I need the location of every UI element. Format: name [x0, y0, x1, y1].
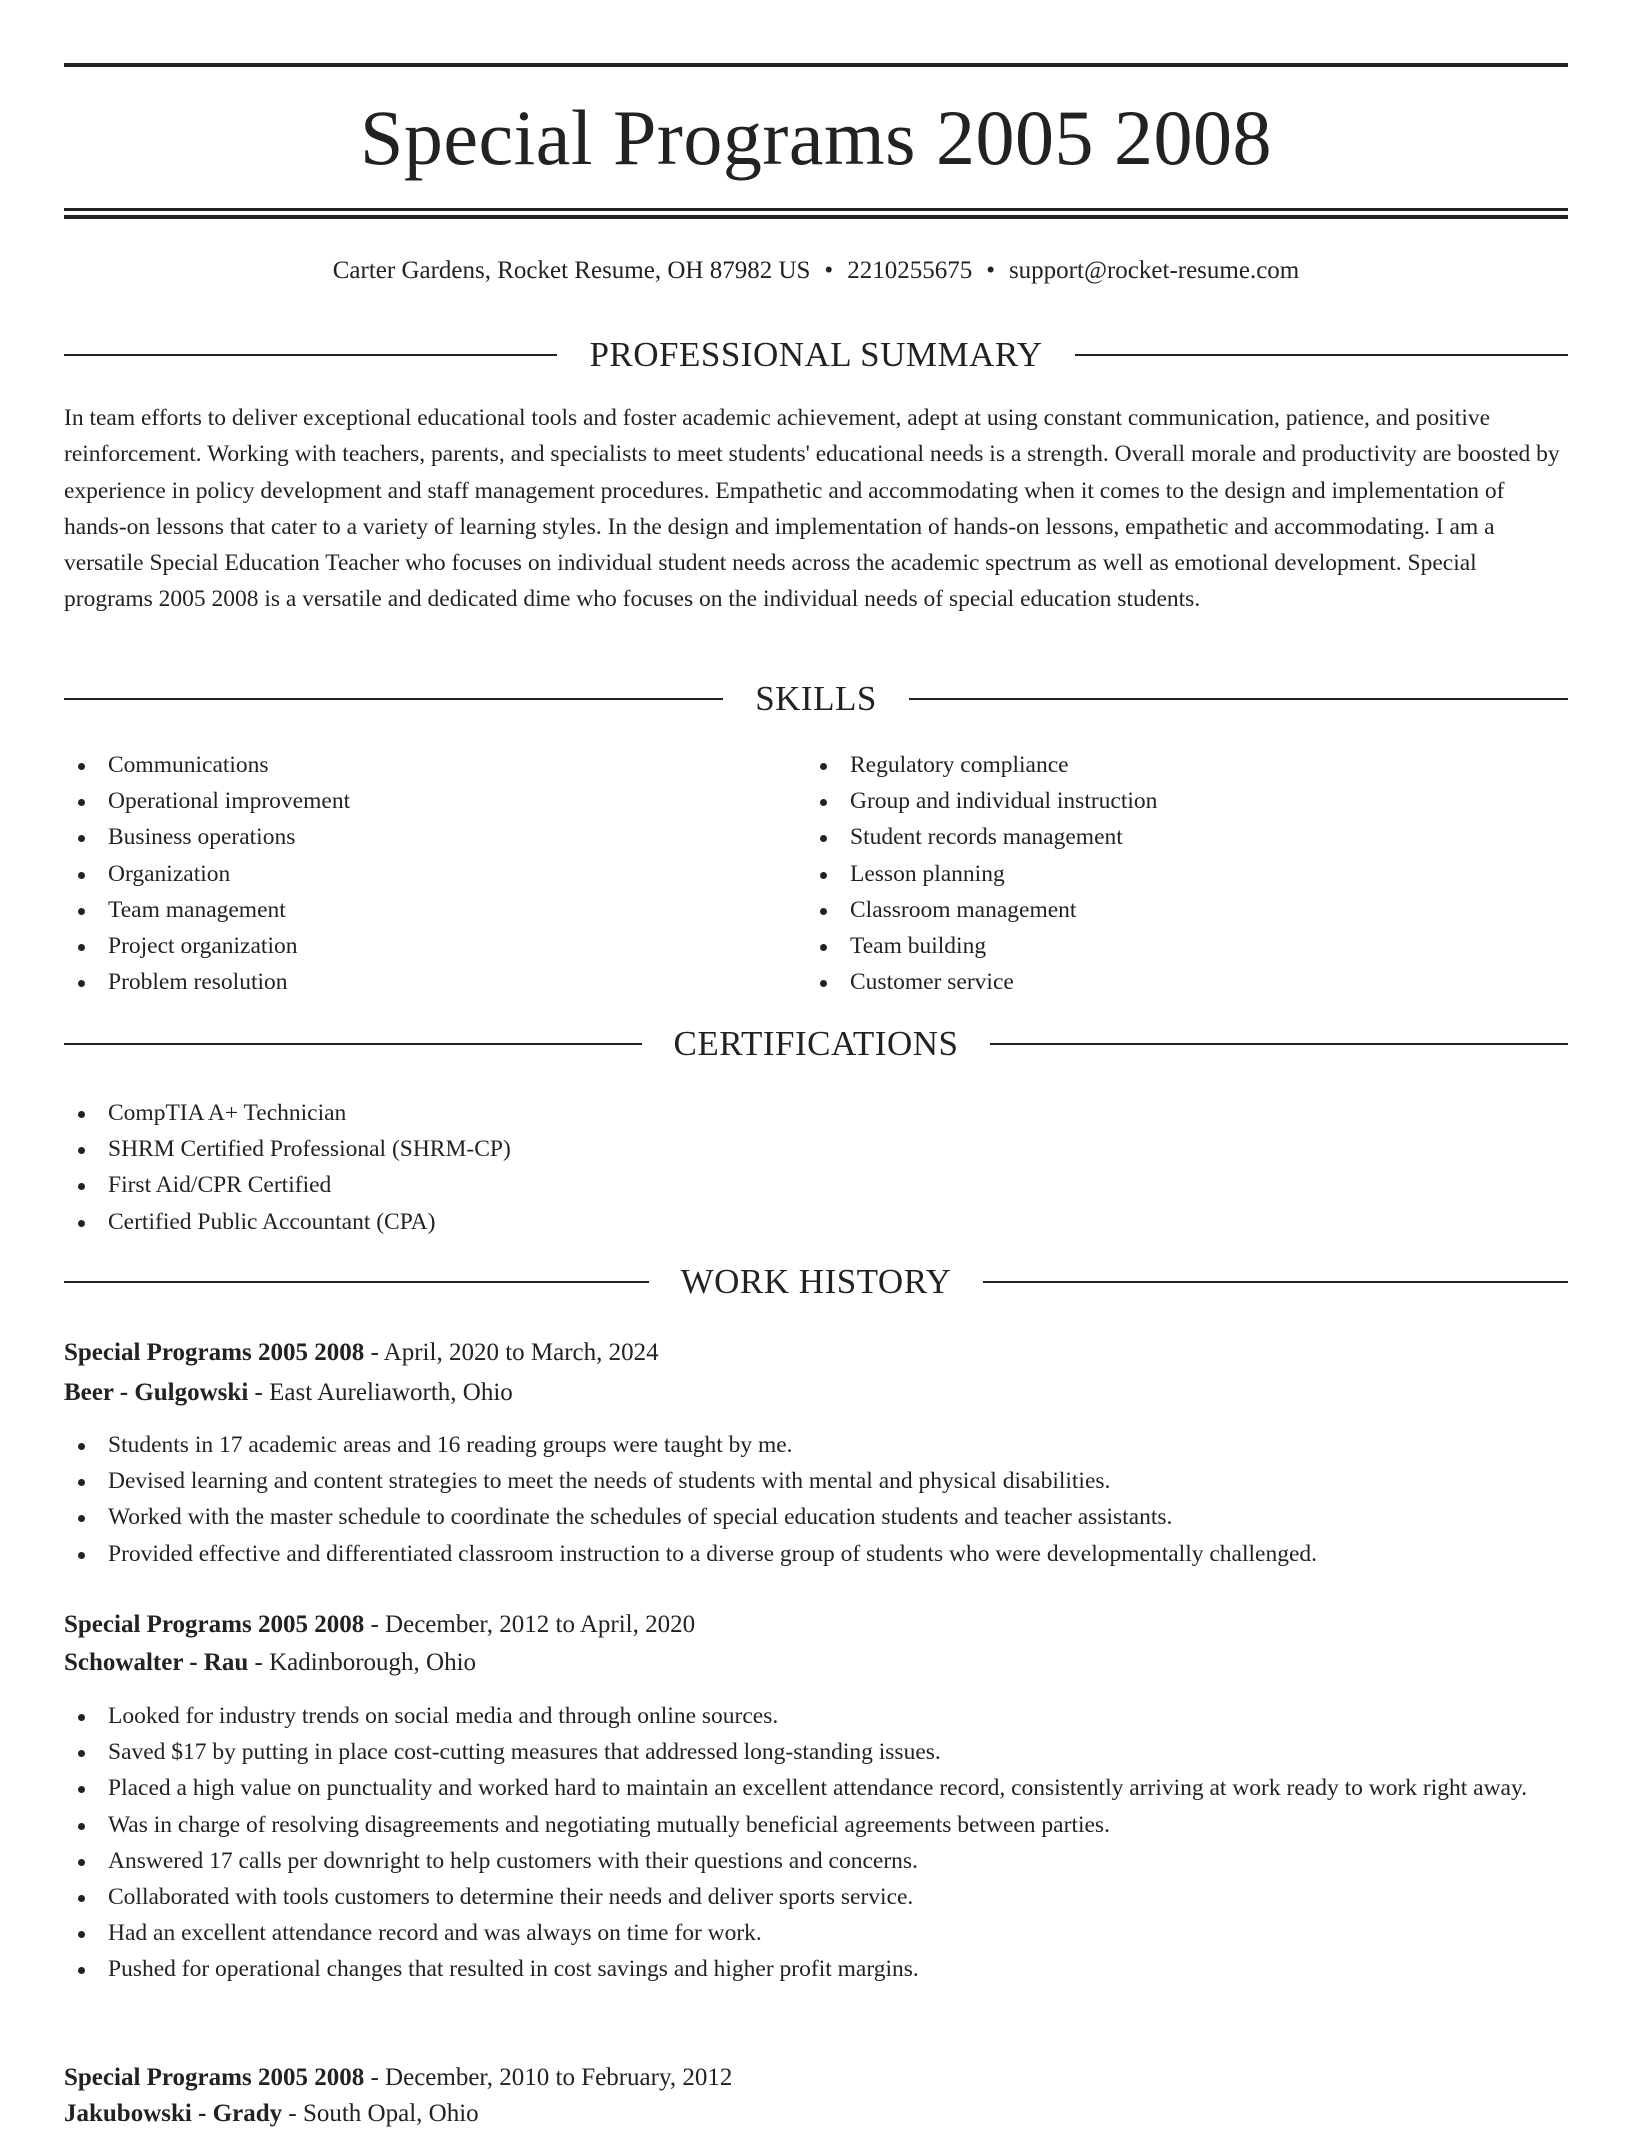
list-item: Devised learning and content strategies to meet the needs of students with mental and physical disabilities.	[64, 1463, 1568, 1499]
list-item: Answered 17 calls per downright to help customers with their questions and concerns.	[64, 1843, 1568, 1879]
job-dates: December, 2012 to April, 2020	[385, 1611, 696, 1638]
list-item: Pushed for operational changes that resulted in cost savings and higher profit margins.	[64, 1951, 1568, 1987]
contact-phone: 2210255675	[847, 257, 973, 284]
work-history-section-heading	[64, 1262, 1568, 1302]
list-item: Group and individual instruction	[806, 783, 1546, 819]
list-item: Was in charge of resolving disagreements and negotiating mutually beneficial agreements between parties.	[64, 1807, 1568, 1843]
section-title: CERTIFICATIONS	[673, 1024, 959, 1063]
list-item: Had an excellent attendance record and was always on time for work.	[64, 1915, 1568, 1951]
section-title: SKILLS	[755, 679, 877, 718]
section-title: WORK HISTORY	[680, 1262, 952, 1301]
job-title: Special Programs 2005 2008	[64, 1611, 365, 1638]
list-item: First Aid/CPR Certified	[64, 1167, 1568, 1203]
heading-rule-right	[983, 1281, 1568, 1283]
header-top-rule	[64, 63, 1568, 67]
job-location: Kadinborough, Ohio	[269, 1649, 477, 1676]
list-item: Communications	[64, 747, 804, 783]
job-company: Beer - Gulgowski	[64, 1379, 249, 1406]
job-title-line: Special Programs 2005 2008 - December, 2010 to February, 2012	[64, 2064, 733, 2091]
heading-rule-left	[64, 354, 557, 356]
job-duties-list	[64, 1698, 1568, 1988]
header-bottom-rule-thick	[64, 215, 1568, 219]
list-item: Student records management	[806, 819, 1546, 855]
list-item: Operational improvement	[64, 783, 804, 819]
heading-rule-left	[64, 698, 723, 700]
skills-list-right	[806, 747, 1546, 1000]
certifications-list	[64, 1095, 1568, 1240]
job-title: Special Programs 2005 2008	[64, 2064, 365, 2091]
job-company-line: Schowalter - Rau - Kadinborough, Ohio	[64, 1649, 477, 1676]
job-title: Special Programs 2005 2008	[64, 1339, 365, 1366]
contact-email[interactable]: support@rocket-resume.com	[1008, 257, 1300, 284]
section-title: PROFESSIONAL SUMMARY	[589, 335, 1043, 374]
certifications-section-heading	[64, 1024, 1568, 1064]
list-item: Organization	[64, 856, 804, 892]
job-title-line: Special Programs 2005 2008 - December, 2012 to April, 2020	[64, 1611, 696, 1638]
job-title-line: Special Programs 2005 2008 - April, 2020 to March, 2024	[64, 1339, 659, 1366]
summary-text: In team efforts to deliver exceptional educational tools and foster academic achievement, adept at using constant communication, patience, and positive reinforcement. Working with teachers, parents, and specialists to meet students' educational needs is a strength. Overall morale and productivity are boosted by experience in policy development and staff management procedures. Empathetic and accommodating when it comes to the design and implementation of hands-on lessons that cater to a variety of learning styles. In the design and implementation of hands-on lessons, empathetic and accommodating. I am a versatile Special Education Teacher who focuses on individual student needs across the academic spectrum as well as emotional development. Special programs 2005 2008 is a versatile and dedicated dime who focuses on the individual needs of special education students.	[64, 405, 1560, 613]
list-item: Lesson planning	[806, 856, 1546, 892]
header-bottom-rule	[64, 208, 1568, 211]
list-item: Project organization	[64, 928, 804, 964]
list-item: Students in 17 academic areas and 16 reading groups were taught by me.	[64, 1427, 1568, 1463]
contact-separator: •	[986, 257, 995, 284]
contact-line	[64, 254, 1568, 288]
job-location: East Aureliaworth, Ohio	[269, 1379, 513, 1406]
list-item: Looked for industry trends on social media and through online sources.	[64, 1698, 1568, 1734]
list-item: Certified Public Accountant (CPA)	[64, 1204, 1568, 1240]
job-dates: December, 2010 to February, 2012	[385, 2064, 733, 2091]
list-item: Regulatory compliance	[806, 747, 1546, 783]
job-dates: April, 2020 to March, 2024	[383, 1339, 659, 1366]
job-company: Schowalter - Rau	[64, 1649, 249, 1676]
contact-address: Carter Gardens, Rocket Resume, OH 87982 US	[332, 257, 811, 284]
list-item: SHRM Certified Professional (SHRM-CP)	[64, 1131, 1568, 1167]
job-duties-list	[64, 1427, 1568, 1572]
skills-list-left	[64, 747, 804, 1000]
list-item: Problem resolution	[64, 964, 804, 1000]
job-location: South Opal, Ohio	[302, 2100, 479, 2127]
heading-rule-left	[64, 1281, 649, 1283]
heading-rule-right	[909, 698, 1568, 700]
list-item: Placed a high value on punctuality and worked hard to maintain an excellent attendance record, consistently arriving at work ready to work right away.	[64, 1770, 1568, 1806]
list-item: Team management	[64, 892, 804, 928]
heading-rule-right	[990, 1043, 1568, 1045]
candidate-name: Special Programs 2005 2008	[359, 94, 1273, 181]
list-item: CompTIA A+ Technician	[64, 1095, 1568, 1131]
list-item: Collaborated with tools customers to determine their needs and deliver sports service.	[64, 1879, 1568, 1915]
list-item: Provided effective and differentiated classroom instruction to a diverse group of students who were developmentally challenged.	[64, 1536, 1568, 1572]
contact-separator: •	[824, 257, 834, 284]
summary-section-heading	[64, 335, 1568, 375]
list-item: Saved $17 by putting in place cost-cutting measures that addressed long-standing issues.	[64, 1734, 1568, 1770]
job-company-line: Beer - Gulgowski - East Aureliaworth, Ohio	[64, 1379, 513, 1406]
list-item: Business operations	[64, 819, 804, 855]
list-item: Customer service	[806, 964, 1546, 1000]
heading-rule-right	[1075, 354, 1568, 356]
list-item: Worked with the master schedule to coordinate the schedules of special education students and teacher assistants.	[64, 1499, 1568, 1535]
skills-section-heading	[64, 679, 1568, 719]
job-company: Jakubowski - Grady	[64, 2100, 283, 2127]
heading-rule-left	[64, 1043, 642, 1045]
job-company-line: Jakubowski - Grady - South Opal, Ohio	[64, 2100, 479, 2127]
list-item: Team building	[806, 928, 1546, 964]
list-item: Classroom management	[806, 892, 1546, 928]
